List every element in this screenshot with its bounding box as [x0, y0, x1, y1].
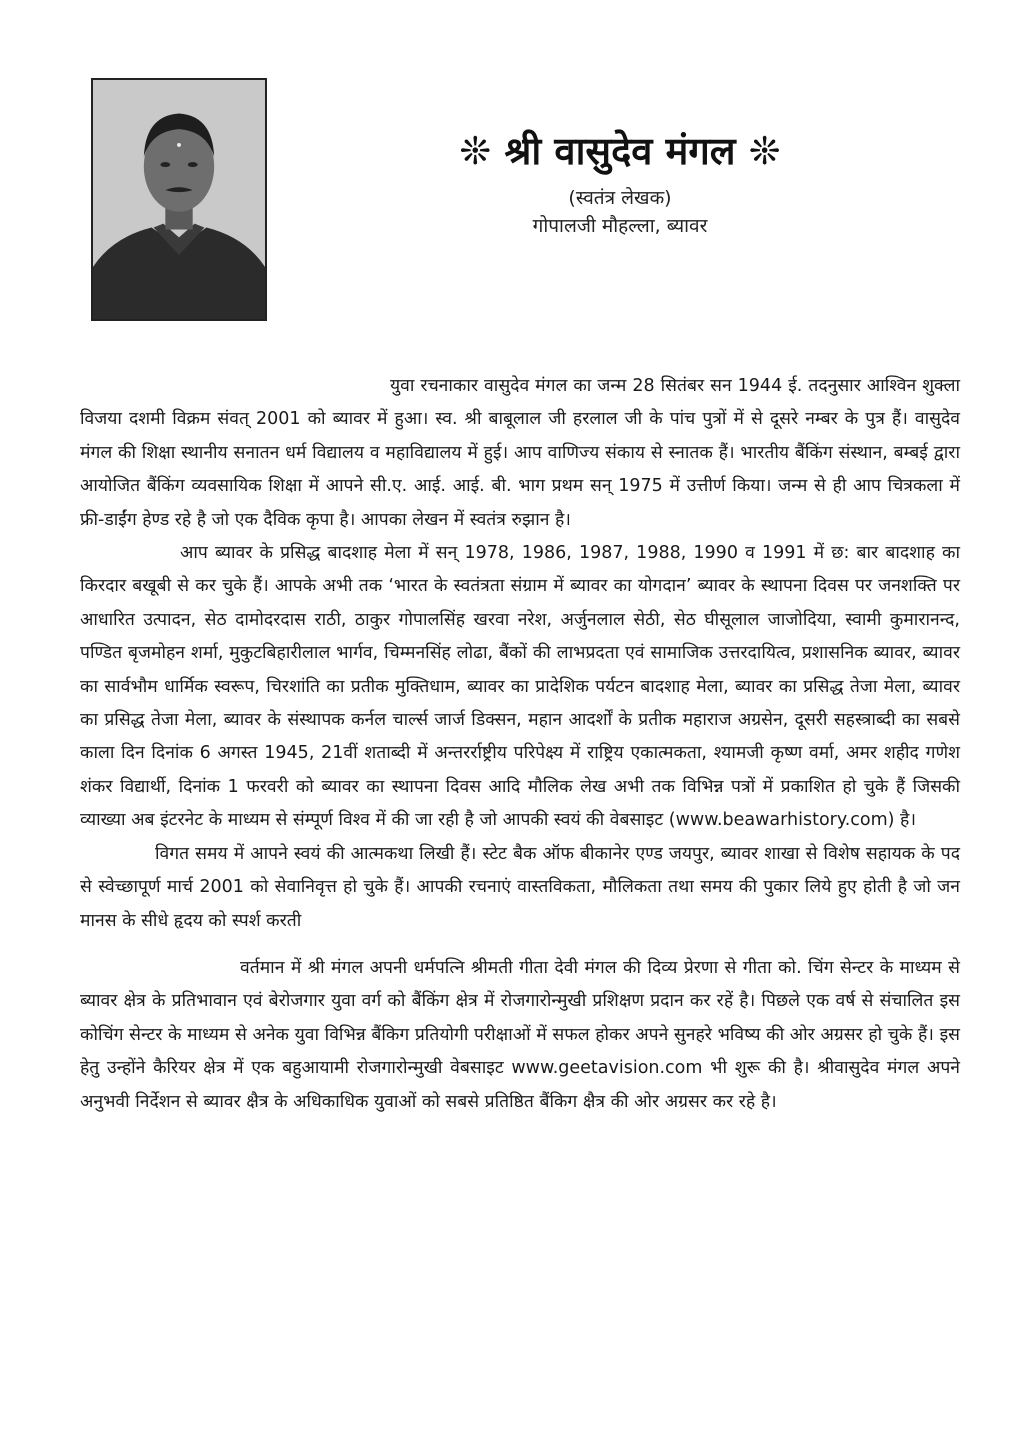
biography-paragraph-3: विगत समय में आपने स्वयं की आत्मकथा लिखी हैं। स्टेट बैक ऑफ बीकानेर एण्ड जयपुर, ब्यावर शाखा से विशेष सहायक के पद से स्वेच्छापूर्ण मार्च 2001 को सेवानिवृत्त हो चुके हैं। आपकी रचनाएं वास्तविकता, मौलिकता तथा समय की पुकार लिये हुए होती है जो जन मानस के सीधे हृदय को स्पर्श करती: [80, 843, 960, 931]
profile-name: ❊ श्री वासुदेव मंगल ❊: [459, 129, 781, 173]
biography-body: [80, 370, 960, 1119]
biography-paragraph-1: युवा रचनाकार वासुदेव मंगल का जन्म 28 सितंबर सन 1944 ई. तदनुसार आश्विन शुक्ला विजया दशमी विक्रम संवत् 2001 को ब्यावर में हुआ। स्व. श्री बाबूलाल जी हरलाल जी के पांच पुत्रों में से दूसरे नम्बर के पुत्र हैं। वासुदेव मंगल की शिक्षा स्थानीय सनातन धर्म विद्यालय व महाविद्यालय में हुई। आप वाणिज्य संकाय से स्नातक हैं। भारतीय बैंकिंग संस्थान, बम्बई द्वारा आयोजित बैंकिंग व्यवसायिक शिक्षा में आपने सी.ए. आई. आई. बी. भाग प्रथम सन् 1975 में उत्तीर्ण किया। जन्म से ही आप चित्रकला में फ्री-डाईंग हेण्ड रहे है जो एक दैविक कृपा है। आपका लेखन में स्वतंत्र रुझान है।: [80, 376, 960, 530]
biography-paragraph-4: वर्तमान में श्री मंगल अपनी धर्मपत्नि श्रीमती गीता देवी मंगल की दिव्य प्रेरणा से गीता को. चिंग सेन्टर के माध्यम से ब्यावर क्षेत्र के प्रतिभावान एवं बेरोजगार युवा वर्ग को बैंकिंग क्षेत्र में रोजगारोन्मुखी प्रशिक्षण प्रदान कर रहें है। पिछले एक वर्ष से संचालित इस कोचिंग सेन्टर के माध्यम से अनेक युवा विभिन्न बैंकिग प्रतियोगी परीक्षाओं में सफल होकर अपने सुनहरे भविष्य की ओर अग्रसर हो चुके हैं। इस हेतु उन्होंने कैरियर क्षेत्र में एक बहुआयामी रोजगारोन्मुखी वेबसाइट www.geetavision.com भी शुरू की है। श्रीवासुदेव मंगल अपने अनुभवी निर्देशन से ब्यावर क्षैत्र के अधिकाधिक युवाओं को सबसे प्रतिष्ठित बैंकिग क्षैत्र की ओर अग्रसर कर रहे है।: [80, 957, 960, 1112]
profile-address: गोपालजी मौहल्ला, ब्यावर: [532, 215, 708, 237]
biography-paragraph-2: आप ब्यावर के प्रसिद्ध बादशाह मेला में सन् 1978, 1986, 1987, 1988, 1990 व 1991 में छ: बार बादशाह का किरदार बखूबी से कर चुके हैं। आपके अभी तक ‘भारत के स्वतंत्रता संग्राम में ब्यावर का योगदान’ ब्यावर के स्थापना दिवस पर जनशक्ति पर आधारित उत्पादन, सेठ दामोदरदास राठी, ठाकुर गोपालसिंह खरवा नरेश, अर्जुनलाल सेठी, सेठ घीसूलाल जाजोदिया, स्वामी कुमारानन्द, पण्डित बृजमोहन शर्मा, मुकुटबिहारीलाल भार्गव, चिम्मनसिंह लोढा, बैंकों की लाभप्रदता एवं सामाजिक उत्तरदायित्व, प्रशासनिक ब्यावर, ब्यावर का सार्वभौम धार्मिक स्वरूप, चिरशांति का प्रतीक मुक्तिधाम, ब्यावर का प्रादेशिक पर्यटन बादशाह मेला, ब्यावर का प्रसिद्ध तेजा मेला, ब्यावर का प्रसिद्ध तेजा मेला, ब्यावर के संस्थापक कर्नल चार्ल्स जार्ज डिक्सन, महान आदर्शों के प्रतीक महाराज अग्रसेन, दूसरी सहस्त्राब्दी का सबसे काला दिन दिनांक 6 अगस्त 1945, 21वीं शताब्दी में अन्तरर्राष्ट्रीय परिपेक्ष्य में राष्ट्रिय एकात्मकता, श्यामजी कृष्ण वर्मा, अमर शहीद गणेश शंकर विद्यार्थी, दिनांक 1 फरवरी को ब्यावर का स्थापना दिवस आदि मौलिक लेख अभी तक विभिन्न पत्रों में प्रकाशित हो चुके हैं जिसकी व्याख्या अब इंटरनेट के माध्यम से संम्पूर्ण विश्व में की जा रही है जो आपकी स्वयं की वेबसाइट (www.beawarhistory.com) है।: [80, 543, 960, 831]
profile-header: [420, 128, 820, 240]
portrait-photo: [91, 78, 267, 321]
profile-designation: (स्वतंत्र लेखक): [568, 187, 672, 209]
portrait-icon: [93, 80, 265, 319]
